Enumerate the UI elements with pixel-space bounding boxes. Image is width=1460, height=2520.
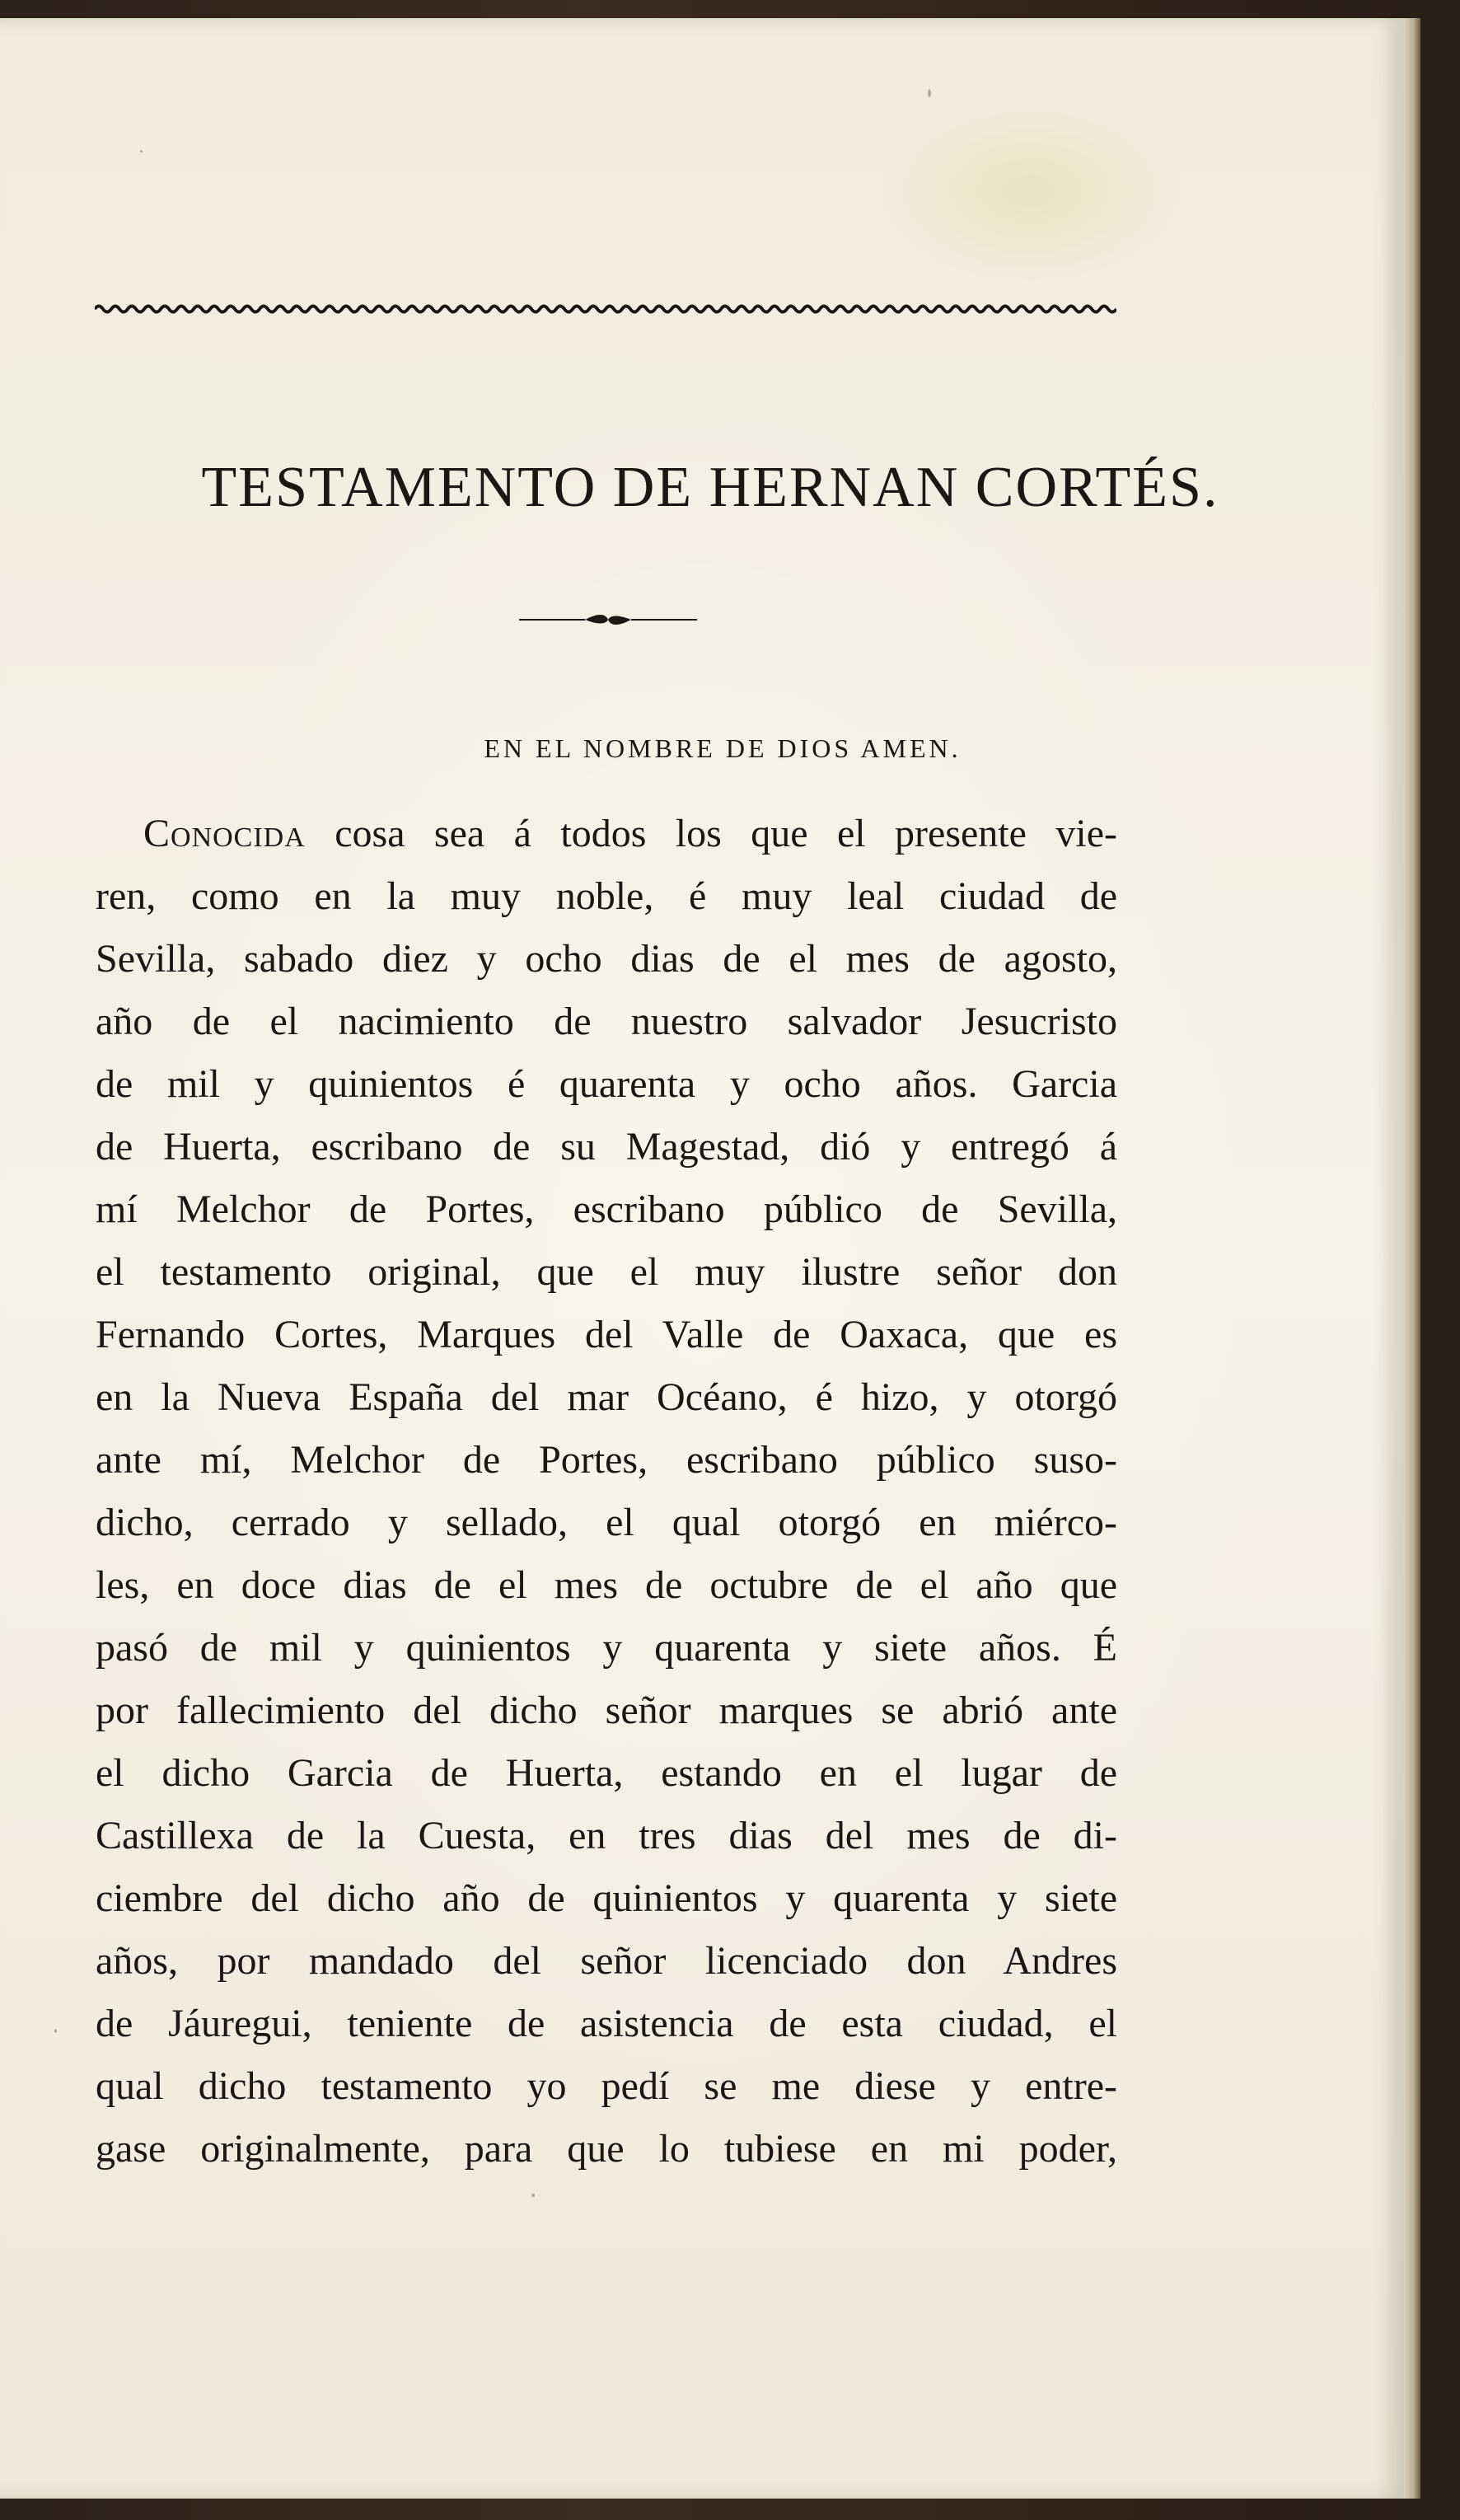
decorative-dash-rule <box>519 610 697 630</box>
text-line: de mil y quinientos é quarenta y ocho años. Garcia <box>96 1062 1117 1106</box>
text-line-content: cosa sea á todos los que el presente vie- <box>305 812 1117 855</box>
paper-speck <box>54 2029 57 2033</box>
text-line: por fallecimiento del dicho señor marques se abrió ante <box>96 1689 1117 1732</box>
text-line: Fernando Cortes, Marques del Valle de Oaxaca, que es <box>96 1313 1117 1356</box>
page-sheet <box>0 18 1404 2499</box>
text-line: Sevilla, sabado diez y ocho dias de el mes de agosto, <box>96 937 1117 981</box>
text-line: les, en doce dias de el mes de octubre de el año que <box>96 1563 1117 1607</box>
text-line: dicho, cerrado y sellado, el qual otorgó en miérco- <box>96 1501 1117 1544</box>
text-line: qual dicho testamento yo pedí se me diese y entre- <box>96 2064 1117 2108</box>
text-line: años, por mandado del señor licenciado don Andres <box>96 1939 1117 1983</box>
text-line: ren, como en la muy noble, é muy leal ciudad de <box>96 874 1117 918</box>
text-line: mí Melchor de Portes, escribano público de Sevilla, <box>96 1187 1117 1231</box>
text-line: de Jáuregui, teniente de asistencia de esta ciudad, el <box>96 2002 1117 2045</box>
ornamental-wavy-rule <box>95 302 1116 316</box>
text-line: en la Nueva España del mar Océano, é hizo, y otorgó <box>96 1375 1117 1419</box>
text-line <box>96 803 1117 865</box>
paper-speck <box>928 89 931 97</box>
body-paragraph <box>96 803 1117 2180</box>
text-line: gase originalmente, para que lo tubiese en mi poder, <box>96 2127 1117 2171</box>
text-line: pasó de mil y quinientos y quarenta y siete años. É <box>96 1626 1117 1670</box>
text-line: el testamento original, que el muy ilustre señor don <box>96 1250 1117 1294</box>
text-line: año de el nacimiento de nuestro salvador Jesucristo <box>96 1000 1117 1043</box>
invocation-heading: EN EL NOMBRE DE DIOS AMEN. <box>484 733 962 763</box>
text-line: de Huerta, escribano de su Magestad, dió y entregó á <box>96 1125 1117 1169</box>
text-line: ante mí, Melchor de Portes, escribano público suso- <box>96 1438 1117 1482</box>
paper-speck <box>531 2194 535 2197</box>
text-line: el dicho Garcia de Huerta, estando en el lugar de <box>96 1751 1117 1795</box>
paper-speck <box>140 150 143 152</box>
page-title: TESTAMENTO DE HERNAN CORTÉS. <box>201 456 1219 519</box>
drop-word: Conocida <box>143 812 306 855</box>
text-line: Castillexa de la Cuesta, en tres dias del mes de di- <box>96 1814 1117 1857</box>
page-edge <box>1404 18 1420 2499</box>
text-line: ciembre del dicho año de quinientos y quarenta y siete <box>96 1876 1117 1920</box>
